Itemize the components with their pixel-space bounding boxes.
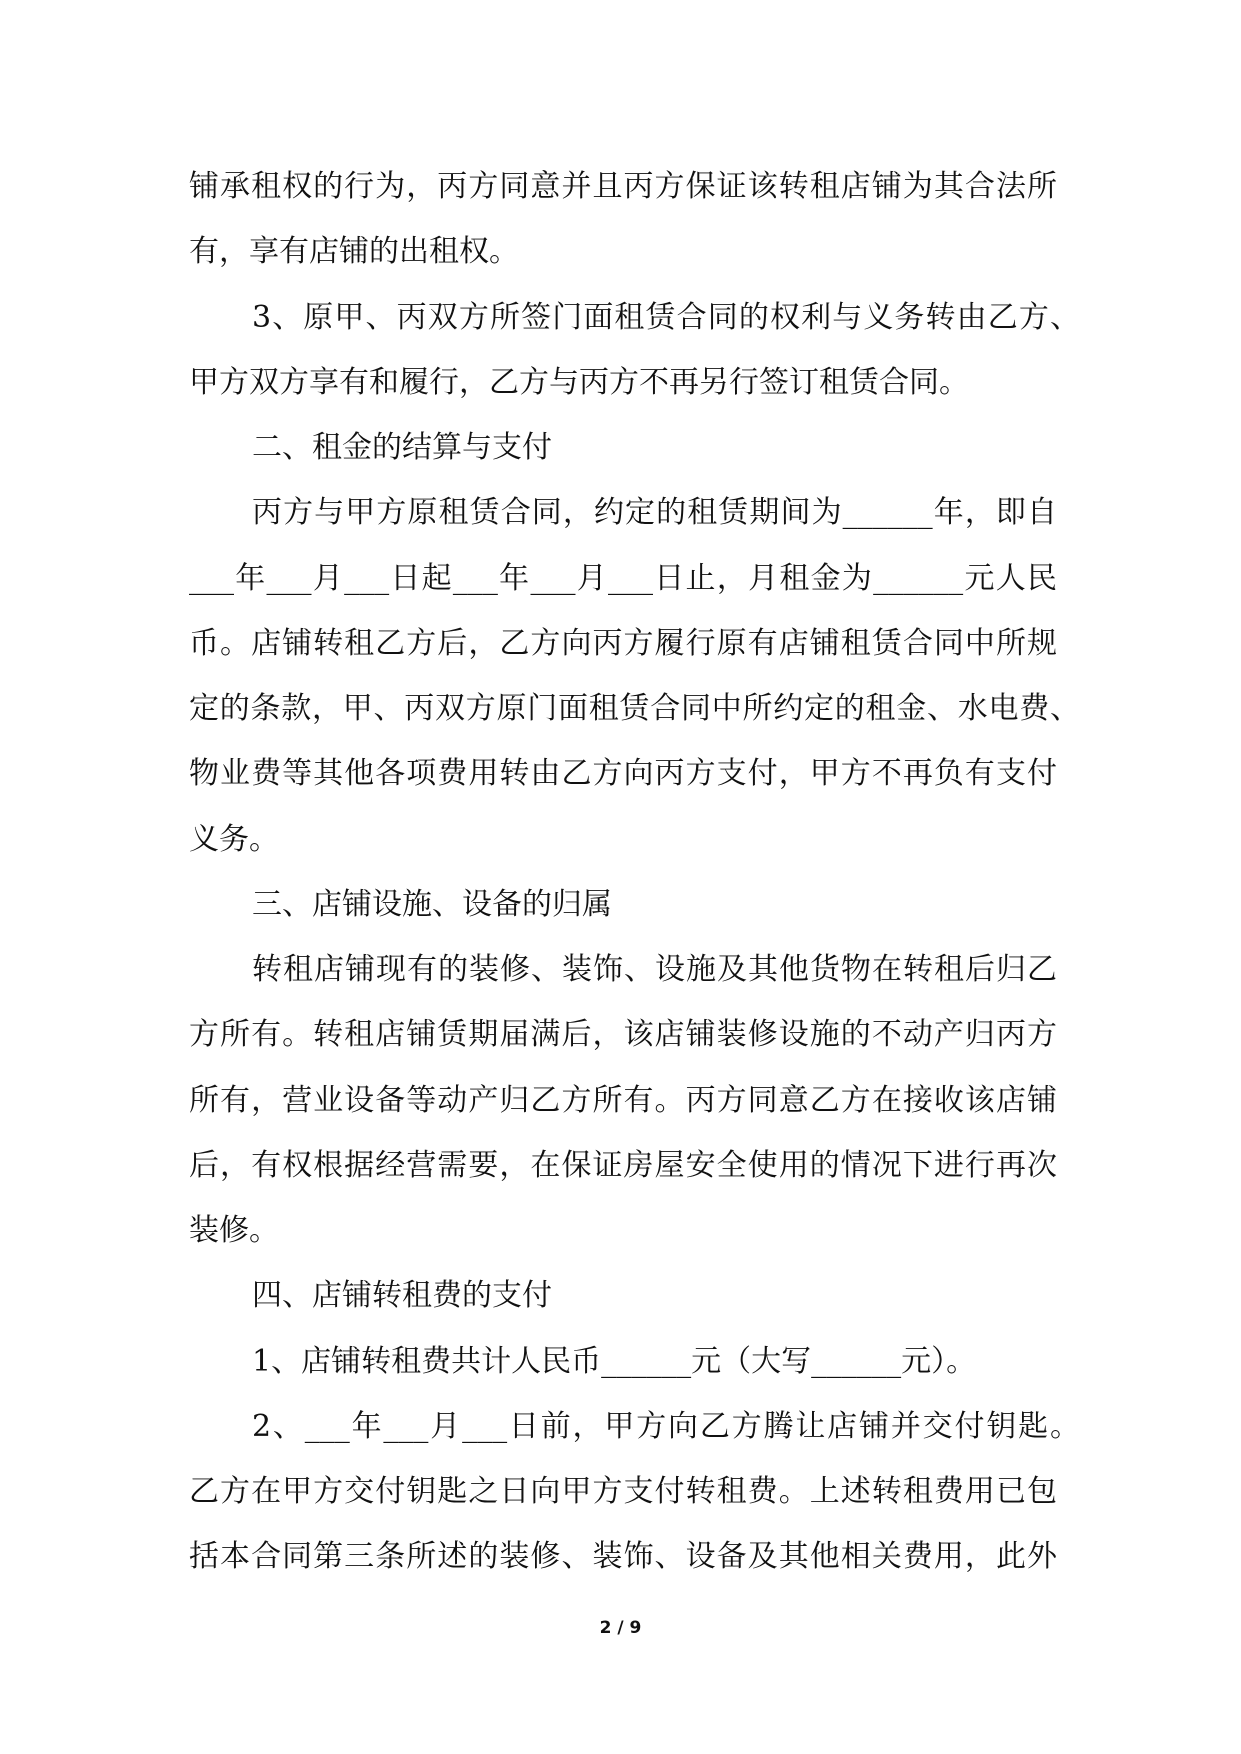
section-heading-rent-payment: 二、租金的结算与支付 — [252, 430, 552, 465]
page-number: 2 / 9 — [599, 1618, 642, 1638]
paragraph-line: ___年___月___日起___年___月___日止，月租金为______元人民 — [189, 560, 1057, 596]
paragraph-line: 所有，营业设备等动产归乙方所有。丙方同意乙方在接收该店铺 — [189, 1082, 1057, 1118]
paragraph-line: 定的条款，甲、丙双方原门面租赁合同中所约定的租金、水电费、 — [189, 691, 1080, 726]
section-heading-facilities: 三、店铺设施、设备的归属 — [252, 886, 612, 922]
clause-line: 2、___年___月___日前，甲方向乙方腾让店铺并交付钥匙。 — [252, 1408, 1080, 1444]
paragraph-line: 转租店铺现有的装修、装饰、设施及其他货物在转租后归乙 — [252, 952, 1057, 987]
paragraph-line: 甲方双方享有和履行，乙方与丙方不再另行签订租赁合同。 — [189, 364, 969, 400]
section-heading-transfer-fee: 四、店铺转租费的支付 — [252, 1278, 552, 1314]
paragraph-line: 装修。 — [189, 1213, 279, 1248]
paragraph-line: 丙方与甲方原租赁合同，约定的租赁期间为______年，即自 — [252, 495, 1057, 531]
clause-line: 3、原甲、丙双方所签门面租赁合同的权利与义务转由乙方、 — [252, 299, 1080, 335]
paragraph-line: 有，享有店铺的出租权。 — [189, 234, 519, 270]
paragraph-line: 乙方在甲方交付钥匙之日向甲方支付转租费。上述转租费用已包 — [189, 1474, 1057, 1509]
document-body — [189, 154, 1080, 1590]
paragraph-line: 币。店铺转租乙方后，乙方向丙方履行原有店铺租赁合同中所规 — [189, 625, 1057, 661]
paragraph-line: 义务。 — [189, 821, 279, 857]
paragraph-line: 括本合同第三条所述的装修、装饰、设备及其他相关费用，此外 — [189, 1539, 1057, 1575]
paragraph-line: 方所有。转租店铺赁期届满后，该店铺装修设施的不动产归丙方 — [189, 1017, 1057, 1053]
paragraph-line: 物业费等其他各项费用转由乙方向丙方支付，甲方不再负有支付 — [189, 756, 1057, 792]
paragraph-line: 后，有权根据经营需要，在保证房屋安全使用的情况下进行再次 — [189, 1147, 1057, 1183]
paragraph-line: 铺承租权的行为，丙方同意并且丙方保证该转租店铺为其合法所 — [189, 169, 1057, 204]
clause-line: 1、店铺转租费共计人民币______元（大写______元）。 — [252, 1343, 977, 1379]
